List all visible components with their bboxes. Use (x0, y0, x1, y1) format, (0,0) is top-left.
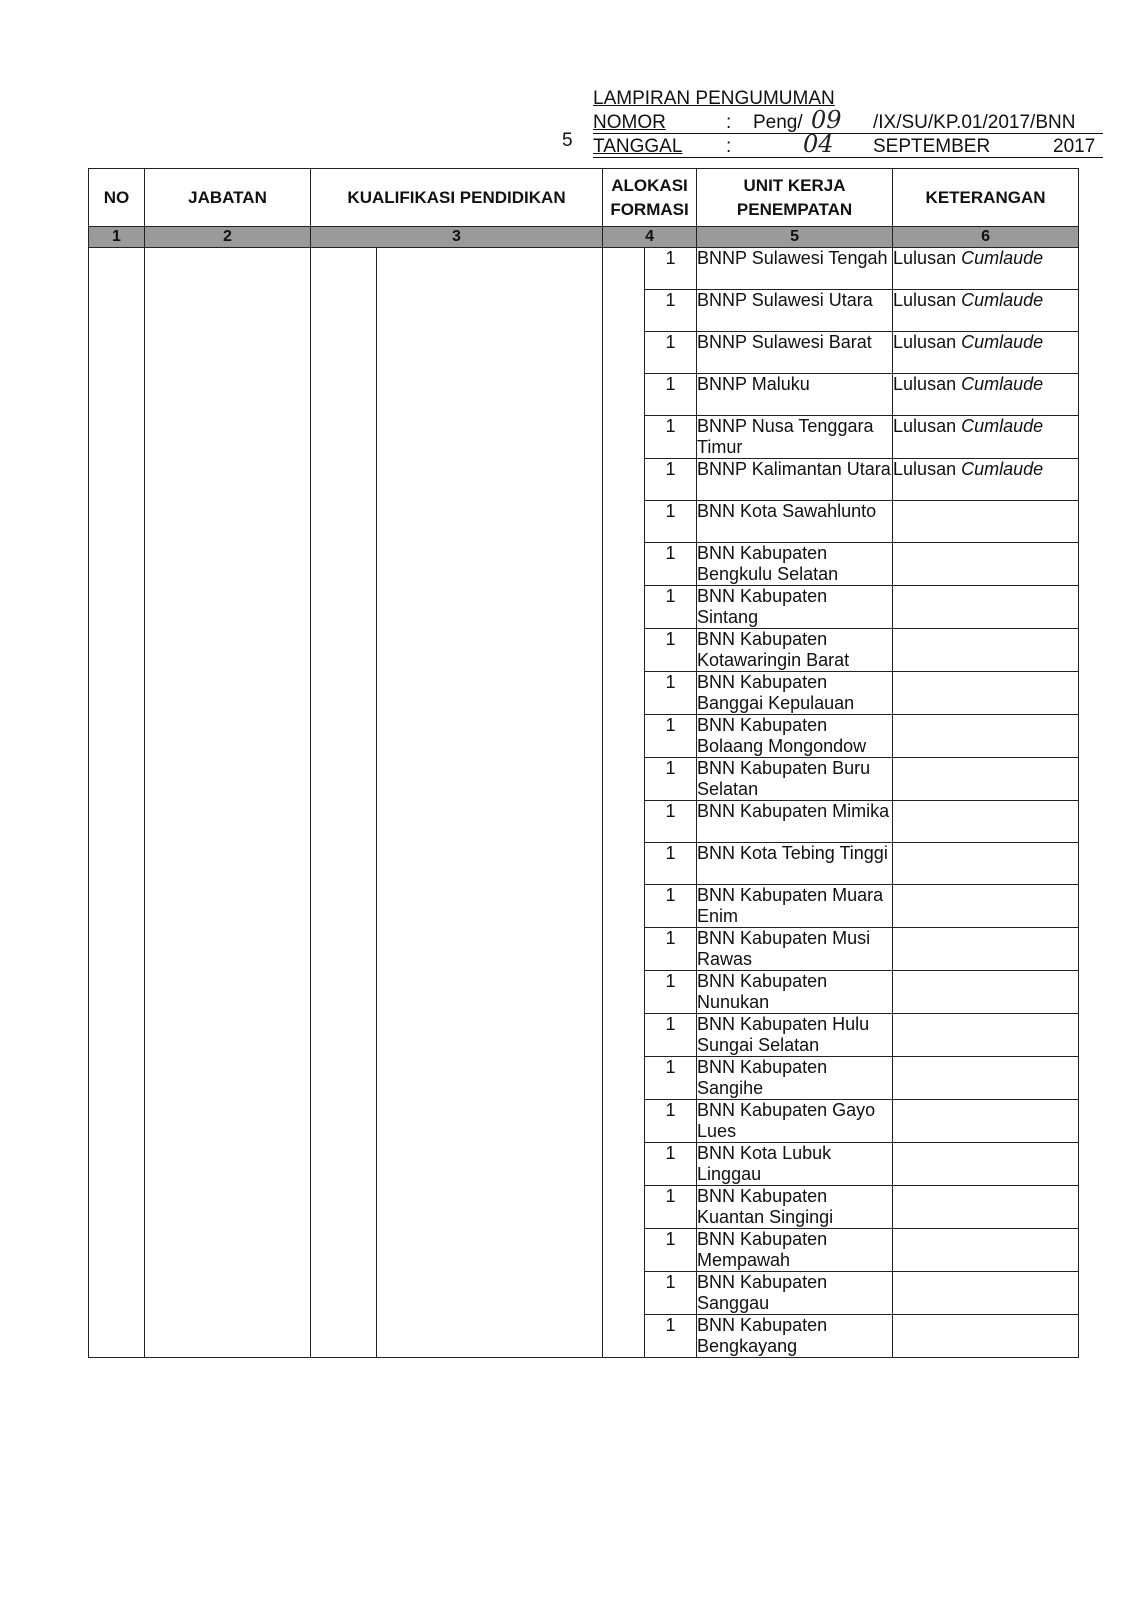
alokasi-cell: 1 (645, 1143, 697, 1186)
unit-kerja-cell: BNN Kabupaten Sintang (697, 586, 893, 629)
keterangan-prefix: Lulusan (893, 416, 957, 436)
keterangan-cell (893, 843, 1079, 885)
nomor-prefix: Peng/ (753, 112, 803, 133)
header-title: LAMPIRAN PENGUMUMAN (593, 88, 835, 109)
keterangan-italic: Cumlaude (961, 290, 1044, 310)
keterangan-cell (893, 416, 1079, 459)
keterangan-prefix: Lulusan (893, 332, 957, 352)
keterangan-prefix: Lulusan (893, 290, 957, 310)
unit-kerja-cell: BNNP Sulawesi Barat (697, 332, 893, 374)
unit-kerja-cell: BNN Kabupaten Gayo Lues (697, 1100, 893, 1143)
alokasi-cell: 1 (645, 543, 697, 586)
nomor-label: NOMOR (593, 112, 666, 133)
unit-kerja-cell: BNN Kabupaten Banggai Kepulauan (697, 672, 893, 715)
col-number: 4 (603, 227, 697, 248)
alokasi-cell: 1 (645, 1014, 697, 1057)
col-header-kualifikasi: KUALIFIKASI PENDIDIKAN (311, 169, 603, 227)
alokasi-cell: 1 (645, 1315, 697, 1358)
document-header (593, 88, 1103, 160)
keterangan-cell (893, 1057, 1079, 1100)
keterangan-cell (893, 332, 1079, 374)
col-header-unit-kerja: UNIT KERJA PENEMPATAN (697, 169, 893, 227)
keterangan-cell (893, 1100, 1079, 1143)
unit-kerja-cell: BNN Kabupaten Sanggau (697, 1272, 893, 1315)
unit-kerja-cell: BNN Kabupaten Buru Selatan (697, 758, 893, 801)
alokasi-cell: 1 (645, 715, 697, 758)
unit-kerja-cell: BNN Kabupaten Nunukan (697, 971, 893, 1014)
keterangan-cell (893, 1229, 1079, 1272)
column-number-row (89, 227, 1079, 248)
keterangan-cell (893, 629, 1079, 672)
keterangan-cell (893, 971, 1079, 1014)
alokasi-cell: 1 (645, 629, 697, 672)
unit-kerja-cell: BNNP Kalimantan Utara (697, 459, 893, 501)
kualifikasi-cell (377, 248, 603, 1358)
alokasi-cell: 1 (645, 1057, 697, 1100)
keterangan-cell (893, 928, 1079, 971)
unit-kerja-cell: BNN Kabupaten Muara Enim (697, 885, 893, 928)
alokasi-cell: 1 (645, 332, 697, 374)
keterangan-italic: Cumlaude (961, 248, 1044, 268)
keterangan-cell (893, 1186, 1079, 1229)
keterangan-cell (893, 1014, 1079, 1057)
alokasi-cell: 1 (645, 290, 697, 332)
unit-kerja-cell: BNN Kota Sawahlunto (697, 501, 893, 543)
keterangan-cell (893, 1315, 1079, 1358)
unit-kerja-cell: BNNP Nusa Tenggara Timur (697, 416, 893, 459)
alokasi-cell: 1 (645, 586, 697, 629)
alokasi-cell: 1 (645, 843, 697, 885)
unit-kerja-cell: BNN Kota Tebing Tinggi (697, 843, 893, 885)
keterangan-cell (893, 885, 1079, 928)
nomor-colon: : (726, 112, 732, 133)
keterangan-cell (893, 758, 1079, 801)
alokasi-cell: 1 (645, 1186, 697, 1229)
col-header-alokasi: ALOKASI FORMASI (603, 169, 697, 227)
formation-table (88, 168, 1079, 1358)
page-number: 5 (562, 130, 573, 151)
keterangan-cell (893, 715, 1079, 758)
unit-kerja-cell: BNN Kabupaten Mempawah (697, 1229, 893, 1272)
alokasi-cell: 1 (645, 758, 697, 801)
keterangan-cell (893, 543, 1079, 586)
alokasi-cell: 1 (645, 501, 697, 543)
tanggal-label: TANGGAL (593, 136, 683, 157)
no-cell (89, 248, 145, 1358)
alokasi-cell: 1 (645, 885, 697, 928)
col-number: 2 (145, 227, 311, 248)
col-number: 5 (697, 227, 893, 248)
unit-kerja-cell: BNN Kabupaten Mimika (697, 801, 893, 843)
jabatan-cell (145, 248, 311, 1358)
keterangan-cell (893, 801, 1079, 843)
keterangan-cell (893, 672, 1079, 715)
unit-kerja-cell: BNNP Maluku (697, 374, 893, 416)
col-header-jabatan: JABATAN (145, 169, 311, 227)
unit-kerja-cell: BNN Kabupaten Musi Rawas (697, 928, 893, 971)
unit-kerja-cell: BNN Kabupaten Hulu Sungai Selatan (697, 1014, 893, 1057)
tanggal-month: SEPTEMBER (873, 136, 991, 157)
keterangan-prefix: Lulusan (893, 248, 957, 268)
unit-kerja-cell: BNN Kabupaten Bengkulu Selatan (697, 543, 893, 586)
alokasi-cell: 1 (645, 1229, 697, 1272)
nomor-handwritten: 09 (811, 106, 842, 134)
keterangan-prefix: Lulusan (893, 374, 957, 394)
kualifikasi-left-cell (311, 248, 377, 1358)
keterangan-italic: Cumlaude (961, 374, 1044, 394)
tanggal-handwritten: 04 (803, 130, 834, 158)
alokasi-cell: 1 (645, 459, 697, 501)
keterangan-cell (893, 501, 1079, 543)
unit-kerja-cell: BNN Kabupaten Bengkayang (697, 1315, 893, 1358)
keterangan-cell (893, 459, 1079, 501)
keterangan-italic: Cumlaude (961, 459, 1044, 479)
keterangan-prefix: Lulusan (893, 459, 957, 479)
alokasi-cell: 1 (645, 248, 697, 290)
keterangan-cell (893, 1143, 1079, 1186)
col-header-no: NO (89, 169, 145, 227)
col-number: 6 (893, 227, 1079, 248)
unit-kerja-cell: BNN Kabupaten Bolaang Mongondow (697, 715, 893, 758)
alokasi-cell: 1 (645, 1272, 697, 1315)
table-row (89, 248, 1079, 290)
nomor-suffix: /IX/SU/KP.01/2017/BNN (873, 112, 1076, 133)
alokasi-cell: 1 (645, 672, 697, 715)
keterangan-italic: Cumlaude (961, 416, 1044, 436)
col-number: 1 (89, 227, 145, 248)
keterangan-italic: Cumlaude (961, 332, 1044, 352)
alokasi-cell: 1 (645, 1100, 697, 1143)
tanggal-year: 2017 (1053, 136, 1096, 157)
alokasi-cell: 1 (645, 374, 697, 416)
unit-kerja-cell: BNN Kabupaten Kotawaringin Barat (697, 629, 893, 672)
keterangan-cell (893, 586, 1079, 629)
alokasi-cell: 1 (645, 801, 697, 843)
col-header-keterangan: KETERANGAN (893, 169, 1079, 227)
col-number: 3 (311, 227, 603, 248)
alokasi-cell: 1 (645, 416, 697, 459)
table-body (89, 248, 1079, 1358)
tanggal-colon: : (726, 136, 732, 157)
keterangan-cell (893, 1272, 1079, 1315)
keterangan-cell (893, 248, 1079, 290)
alokasi-cell: 1 (645, 971, 697, 1014)
unit-kerja-cell: BNN Kabupaten Kuantan Singingi (697, 1186, 893, 1229)
unit-kerja-cell: BNNP Sulawesi Utara (697, 290, 893, 332)
keterangan-cell (893, 374, 1079, 416)
alokasi-gap-cell (603, 248, 645, 1358)
keterangan-cell (893, 290, 1079, 332)
alokasi-cell: 1 (645, 928, 697, 971)
unit-kerja-cell: BNN Kabupaten Sangihe (697, 1057, 893, 1100)
unit-kerja-cell: BNN Kota Lubuk Linggau (697, 1143, 893, 1186)
unit-kerja-cell: BNNP Sulawesi Tengah (697, 248, 893, 290)
